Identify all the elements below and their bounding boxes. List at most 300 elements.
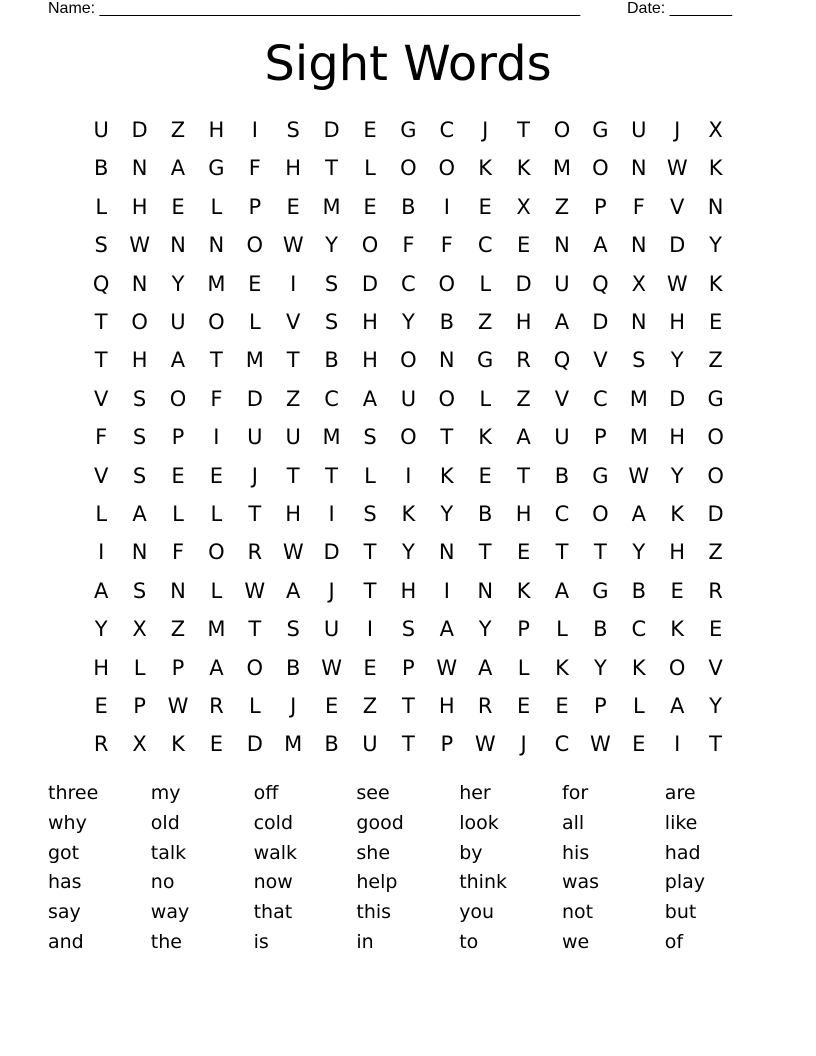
grid-letter[interactable]: J <box>251 463 258 488</box>
grid-letter[interactable]: A <box>170 156 186 181</box>
grid-letter[interactable]: V <box>708 655 723 680</box>
grid-letter[interactable]: K <box>478 425 493 450</box>
grid-letter[interactable]: T <box>209 348 223 373</box>
grid-letter[interactable]: X <box>132 617 147 642</box>
grid-letter[interactable]: O <box>668 655 686 680</box>
grid-letter[interactable]: N <box>131 156 148 181</box>
word-list-item: was <box>562 871 600 894</box>
grid-letter[interactable]: S <box>363 425 377 450</box>
grid-letter[interactable]: S <box>632 348 646 373</box>
grid-letter[interactable]: A <box>593 233 608 258</box>
date-field-label[interactable]: Date: _______ <box>627 0 732 17</box>
grid-letter[interactable]: B <box>554 463 570 488</box>
grid-letter[interactable]: H <box>131 348 148 373</box>
grid-letter[interactable]: A <box>209 655 224 680</box>
grid-letter[interactable]: E <box>478 463 492 488</box>
word-list-item: say <box>48 901 81 924</box>
grid-letter[interactable]: O <box>246 233 264 258</box>
grid-letter[interactable]: L <box>479 386 492 411</box>
grid-letter[interactable]: O <box>438 156 456 181</box>
grid-letter[interactable]: T <box>709 732 722 757</box>
grid-letter[interactable]: K <box>631 655 646 680</box>
grid-letter[interactable]: B <box>593 617 608 642</box>
grid-letter[interactable]: L <box>95 194 108 219</box>
grid-letter[interactable]: I <box>443 194 450 219</box>
grid-letter[interactable]: T <box>286 348 300 373</box>
grid-letter[interactable]: F <box>440 233 453 258</box>
name-field-label[interactable]: Name: ______________________________________________________ <box>48 0 581 17</box>
grid-letter[interactable]: E <box>363 118 377 142</box>
grid-letter[interactable]: F <box>632 194 645 219</box>
grid-letter[interactable]: W <box>590 732 611 757</box>
grid-letter[interactable]: P <box>402 655 415 680</box>
grid-letter[interactable]: Y <box>670 463 684 488</box>
grid-letter[interactable]: S <box>286 617 300 642</box>
grid-letter[interactable]: C <box>324 386 339 411</box>
grid-letter[interactable]: U <box>93 118 109 142</box>
grid-letter[interactable]: S <box>132 386 147 411</box>
grid-letter[interactable]: K <box>401 502 416 526</box>
grid-letter[interactable]: H <box>362 310 378 334</box>
grid-letter[interactable]: O <box>208 310 225 334</box>
grid-letter[interactable]: N <box>131 271 148 296</box>
grid-letter[interactable]: U <box>554 425 570 450</box>
grid-letter[interactable]: L <box>95 502 108 526</box>
grid-letter[interactable]: C <box>631 617 647 642</box>
grid-letter[interactable]: L <box>517 655 530 680</box>
grid-letter[interactable]: U <box>323 617 340 642</box>
grid-letter[interactable]: G <box>477 348 494 373</box>
grid-letter[interactable]: O <box>553 118 571 142</box>
grid-letter[interactable]: A <box>439 617 454 642</box>
grid-letter[interactable]: N <box>438 348 455 373</box>
grid-row <box>82 533 734 571</box>
grid-letter[interactable]: W <box>282 233 304 258</box>
grid-letter[interactable]: S <box>132 578 147 603</box>
grid-letter[interactable]: Y <box>670 348 684 373</box>
grid-letter[interactable]: T <box>478 540 492 565</box>
grid-letter[interactable]: J <box>290 694 297 718</box>
grid-letter[interactable]: F <box>95 425 108 450</box>
grid-letter[interactable]: Y <box>171 271 185 296</box>
grid-letter[interactable]: D <box>669 386 686 411</box>
grid-letter[interactable]: S <box>324 310 339 334</box>
grid-letter[interactable]: T <box>593 540 607 565</box>
grid-letter[interactable]: V <box>94 386 109 411</box>
grid-letter[interactable]: F <box>248 156 261 181</box>
grid-letter[interactable]: I <box>443 578 450 603</box>
grid-letter[interactable]: H <box>669 310 686 334</box>
grid-row <box>82 418 734 456</box>
grid-letter[interactable]: O <box>438 271 456 296</box>
grid-letter[interactable]: E <box>478 194 492 219</box>
grid-letter[interactable]: O <box>131 310 148 334</box>
grid-letter[interactable]: E <box>324 694 339 718</box>
grid-letter[interactable]: L <box>479 271 492 296</box>
grid-letter[interactable]: O <box>400 156 417 181</box>
grid-letter[interactable]: M <box>629 425 648 450</box>
grid-letter[interactable]: T <box>94 310 108 334</box>
grid-letter[interactable]: H <box>515 310 532 334</box>
grid-letter[interactable]: V <box>670 194 685 219</box>
grid-letter[interactable]: C <box>477 233 493 258</box>
grid-letter[interactable]: V <box>554 386 570 411</box>
grid-letter[interactable]: F <box>210 386 223 411</box>
grid-letter[interactable]: L <box>632 694 645 718</box>
grid-letter[interactable]: E <box>209 732 224 757</box>
grid-letter[interactable]: W <box>167 694 189 718</box>
grid-letter[interactable]: A <box>631 502 646 526</box>
grid-letter[interactable]: U <box>247 425 263 450</box>
grid-letter[interactable]: D <box>323 540 340 565</box>
grid-letter[interactable]: Z <box>170 118 186 142</box>
grid-letter[interactable]: T <box>94 348 108 373</box>
grid-letter[interactable]: H <box>131 194 148 219</box>
grid-letter[interactable]: E <box>248 271 262 296</box>
grid-letter[interactable]: E <box>516 233 531 258</box>
grid-letter[interactable]: M <box>207 617 226 642</box>
grid-letter[interactable]: D <box>515 271 532 296</box>
grid-letter[interactable]: B <box>324 732 339 757</box>
grid-letter[interactable]: A <box>286 578 301 603</box>
grid-letter[interactable]: A <box>170 348 186 373</box>
grid-letter[interactable]: G <box>707 386 724 411</box>
grid-letter[interactable]: X <box>631 271 646 296</box>
grid-letter[interactable]: A <box>554 310 570 334</box>
grid-letter[interactable]: I <box>674 732 681 757</box>
grid-letter[interactable]: E <box>209 463 224 488</box>
grid-letter[interactable]: H <box>285 156 302 181</box>
grid-letter[interactable]: O <box>707 463 724 488</box>
grid-letter[interactable]: U <box>631 118 647 142</box>
grid-letter[interactable]: H <box>285 502 302 526</box>
grid-letter[interactable]: J <box>328 578 335 603</box>
grid-letter[interactable]: O <box>169 386 187 411</box>
grid-letter[interactable]: L <box>210 194 223 219</box>
grid-letter[interactable]: D <box>246 386 263 411</box>
grid-letter[interactable]: S <box>401 617 416 642</box>
grid-letter[interactable]: K <box>555 655 569 680</box>
grid-letter[interactable]: V <box>286 310 301 334</box>
word-list-item: why <box>48 811 87 834</box>
grid-letter[interactable]: T <box>248 617 262 642</box>
grid-letter[interactable]: H <box>669 540 686 565</box>
grid-letter[interactable]: T <box>401 732 415 757</box>
grid-letter[interactable]: K <box>670 617 685 642</box>
grid-letter[interactable]: Y <box>478 617 492 642</box>
grid-letter[interactable]: S <box>132 425 147 450</box>
grid-letter[interactable]: Y <box>709 233 722 258</box>
grid-letter[interactable]: K <box>670 502 685 526</box>
grid-letter[interactable]: S <box>286 118 300 142</box>
grid-letter[interactable]: R <box>209 694 224 718</box>
grid-letter[interactable]: M <box>629 386 648 411</box>
grid-letter[interactable]: I <box>328 502 335 526</box>
grid-letter[interactable]: T <box>555 540 569 565</box>
grid-letter[interactable]: M <box>552 156 572 181</box>
grid-letter[interactable]: Q <box>553 348 571 373</box>
page-title: Sight Words <box>264 36 552 92</box>
grid-letter[interactable]: Z <box>708 540 723 565</box>
grid-letter[interactable]: L <box>556 617 568 642</box>
grid-letter[interactable]: G <box>592 118 609 142</box>
grid-letter[interactable]: B <box>401 194 416 219</box>
grid-letter[interactable]: E <box>94 694 108 718</box>
grid-letter[interactable]: F <box>402 233 415 258</box>
grid-letter[interactable]: T <box>286 463 300 488</box>
grid-letter[interactable]: L <box>364 156 376 181</box>
grid-letter[interactable]: N <box>707 194 724 219</box>
grid-letter[interactable]: E <box>632 732 646 757</box>
grid-letter[interactable]: M <box>322 425 341 450</box>
grid-letter[interactable]: B <box>477 502 493 526</box>
grid-letter[interactable]: W <box>666 271 688 296</box>
grid-letter[interactable]: X <box>132 732 147 757</box>
grid-letter[interactable]: N <box>477 578 494 603</box>
grid-letter[interactable]: Y <box>401 540 415 565</box>
grid-letter[interactable]: A <box>132 502 147 526</box>
grid-letter[interactable]: H <box>515 502 532 526</box>
grid-letter[interactable]: E <box>171 194 185 219</box>
grid-letter[interactable]: Z <box>554 194 570 219</box>
grid-letter[interactable]: T <box>325 156 338 181</box>
grid-letter[interactable]: L <box>210 578 223 603</box>
grid-letter[interactable]: Z <box>170 617 186 642</box>
grid-letter[interactable]: T <box>517 118 530 142</box>
grid-letter[interactable]: H <box>362 348 378 373</box>
grid-letter[interactable]: E <box>708 617 723 642</box>
grid-letter[interactable]: E <box>363 655 377 680</box>
grid-letter[interactable]: A <box>94 578 109 603</box>
grid-letter[interactable]: R <box>477 694 493 718</box>
grid-letter[interactable]: C <box>401 271 416 296</box>
grid-letter[interactable]: T <box>401 694 415 718</box>
grid-letter[interactable]: I <box>213 425 220 450</box>
grid-letter[interactable]: R <box>516 348 531 373</box>
grid-letter[interactable]: J <box>520 732 527 757</box>
grid-letter[interactable]: I <box>290 271 297 296</box>
grid-letter[interactable]: O <box>400 348 417 373</box>
word-list-item: look <box>459 811 499 834</box>
grid-letter[interactable]: L <box>133 655 146 680</box>
grid-letter[interactable]: P <box>440 732 454 757</box>
grid-letter[interactable]: M <box>322 194 341 219</box>
grid-letter[interactable]: R <box>247 540 263 565</box>
grid-letter[interactable]: X <box>516 194 531 219</box>
grid-letter[interactable]: W <box>282 540 304 565</box>
grid-letter[interactable]: H <box>669 425 686 450</box>
grid-letter[interactable]: N <box>170 578 186 603</box>
grid-letter[interactable]: P <box>248 194 262 219</box>
grid-letter[interactable]: C <box>554 732 570 757</box>
grid-letter[interactable]: L <box>172 502 184 526</box>
word-list-item: now <box>253 871 293 894</box>
grid-letter[interactable]: O <box>361 233 379 258</box>
grid-letter[interactable]: D <box>592 310 609 334</box>
grid-letter[interactable]: D <box>131 118 148 142</box>
grid-letter[interactable]: B <box>631 578 646 603</box>
grid-letter[interactable]: T <box>363 540 377 565</box>
grid-letter[interactable]: P <box>517 617 530 642</box>
grid-letter[interactable]: S <box>94 233 108 258</box>
grid-letter[interactable]: B <box>285 655 301 680</box>
grid-letter[interactable]: D <box>707 502 724 526</box>
grid-letter[interactable]: T <box>363 578 377 603</box>
grid-letter[interactable]: O <box>246 655 264 680</box>
grid-letter[interactable]: C <box>554 502 570 526</box>
grid-letter[interactable]: Y <box>401 310 415 334</box>
grid-letter[interactable]: E <box>555 694 569 718</box>
grid-letter[interactable]: I <box>366 617 374 642</box>
grid-letter[interactable]: W <box>436 655 458 680</box>
grid-letter[interactable]: L <box>364 463 376 488</box>
grid-letter[interactable]: E <box>171 463 185 488</box>
grid-letter[interactable]: B <box>439 310 454 334</box>
grid-letter[interactable]: G <box>400 118 417 142</box>
grid-letter[interactable]: Y <box>593 655 607 680</box>
grid-letter[interactable]: W <box>244 578 266 603</box>
grid-letter[interactable]: N <box>208 233 225 258</box>
grid-letter[interactable]: N <box>630 233 647 258</box>
grid-letter[interactable]: F <box>171 540 185 565</box>
grid-letter[interactable]: L <box>210 502 223 526</box>
grid-letter[interactable]: K <box>516 578 531 603</box>
grid-letter[interactable]: A <box>362 386 378 411</box>
grid-letter[interactable]: W <box>129 233 150 258</box>
grid-letter[interactable]: M <box>284 732 303 757</box>
grid-letter[interactable]: E <box>363 194 377 219</box>
grid-letter[interactable]: G <box>592 463 609 488</box>
grid-letter[interactable]: N <box>131 540 148 565</box>
grid-letter[interactable]: G <box>208 156 225 181</box>
grid-letter[interactable]: O <box>592 156 609 181</box>
grid-letter[interactable]: T <box>325 463 338 488</box>
grid-letter[interactable]: A <box>516 425 531 450</box>
grid-letter[interactable]: P <box>594 694 607 718</box>
grid-letter[interactable]: W <box>666 156 688 181</box>
grid-letter[interactable]: Y <box>325 233 338 258</box>
grid-letter[interactable]: Y <box>632 540 646 565</box>
grid-letter[interactable]: L <box>248 694 261 718</box>
grid-letter[interactable]: Y <box>709 694 722 718</box>
grid-letter[interactable]: O <box>592 502 609 526</box>
grid-letter[interactable]: A <box>478 655 493 680</box>
grid-letter[interactable]: P <box>171 425 185 450</box>
grid-letter[interactable]: U <box>285 425 301 450</box>
grid-letter[interactable]: O <box>438 386 456 411</box>
word-list-item: three <box>48 782 99 804</box>
grid-letter[interactable]: D <box>323 118 340 142</box>
grid-letter[interactable]: O <box>400 425 417 450</box>
grid-letter[interactable]: E <box>516 694 531 718</box>
grid-letter[interactable]: N <box>438 540 455 565</box>
grid-letter[interactable]: S <box>132 463 147 488</box>
grid-letter[interactable]: Q <box>592 271 609 296</box>
grid-letter[interactable]: Z <box>362 694 378 718</box>
grid-letter[interactable]: U <box>400 386 417 411</box>
grid-letter[interactable]: W <box>321 655 342 680</box>
grid-letter[interactable]: P <box>171 655 185 680</box>
grid-letter[interactable]: H <box>93 655 110 680</box>
grid-letter[interactable]: E <box>516 540 531 565</box>
grid-letter[interactable]: A <box>554 578 570 603</box>
grid-letter[interactable]: Z <box>478 310 493 334</box>
grid-letter[interactable]: R <box>93 732 109 757</box>
grid-letter[interactable]: N <box>630 156 647 181</box>
grid-letter[interactable]: M <box>207 271 226 296</box>
grid-letter[interactable]: P <box>594 194 607 219</box>
grid-letter[interactable]: J <box>674 118 681 142</box>
grid-letter[interactable]: H <box>208 118 225 142</box>
grid-letter[interactable]: A <box>670 694 685 718</box>
grid-letter[interactable]: Q <box>92 271 110 296</box>
grid-letter[interactable]: D <box>361 271 379 296</box>
grid-letter[interactable]: P <box>133 694 146 718</box>
grid-letter[interactable]: K <box>439 463 454 488</box>
grid-letter[interactable]: M <box>245 348 264 373</box>
grid-letter[interactable]: X <box>708 118 723 142</box>
grid-letter[interactable]: O <box>707 425 724 450</box>
grid-letter[interactable]: N <box>630 310 647 334</box>
grid-letter[interactable]: T <box>440 425 454 450</box>
grid-letter[interactable]: E <box>286 194 300 219</box>
grid-letter[interactable]: L <box>248 310 261 334</box>
grid-letter[interactable]: U <box>554 271 570 296</box>
grid-letter[interactable]: Z <box>516 386 531 411</box>
grid-letter[interactable]: T <box>248 502 262 526</box>
grid-letter[interactable]: K <box>171 732 185 757</box>
grid-letter[interactable]: S <box>363 502 377 526</box>
grid-letter[interactable]: D <box>246 732 263 757</box>
grid-letter[interactable]: C <box>439 118 455 142</box>
grid-letter[interactable]: I <box>405 463 412 488</box>
grid-letter[interactable]: K <box>708 156 723 181</box>
grid-letter[interactable]: E <box>670 578 684 603</box>
grid-letter[interactable]: Z <box>286 386 301 411</box>
grid-letter[interactable]: R <box>708 578 723 603</box>
grid-letter[interactable]: K <box>708 271 723 296</box>
grid-letter[interactable]: N <box>554 233 570 258</box>
grid-letter[interactable]: S <box>324 271 339 296</box>
grid-letter[interactable]: B <box>93 156 109 181</box>
grid-letter[interactable]: I <box>251 118 258 142</box>
grid-letter[interactable]: U <box>362 732 378 757</box>
grid-letter[interactable]: Y <box>440 502 454 526</box>
grid-letter[interactable]: O <box>208 540 225 565</box>
grid-letter[interactable]: V <box>94 463 109 488</box>
grid-letter[interactable]: U <box>170 310 186 334</box>
grid-letter[interactable]: N <box>170 233 186 258</box>
grid-letter[interactable]: W <box>628 463 650 488</box>
grid-letter[interactable]: D <box>669 233 686 258</box>
grid-letter[interactable]: H <box>438 694 455 718</box>
grid-letter[interactable]: K <box>478 156 493 181</box>
grid-letter[interactable]: H <box>400 578 417 603</box>
grid-letter[interactable]: T <box>517 463 530 488</box>
grid-letter[interactable]: E <box>708 310 723 334</box>
grid-letter[interactable]: W <box>474 732 496 757</box>
grid-letter[interactable]: J <box>482 118 489 142</box>
grid-letter[interactable]: C <box>593 386 608 411</box>
grid-letter[interactable]: P <box>594 425 607 450</box>
grid-letter[interactable]: G <box>592 578 609 603</box>
grid-letter[interactable]: I <box>98 540 105 565</box>
grid-letter[interactable]: V <box>593 348 608 373</box>
grid-letter[interactable]: Z <box>708 348 723 373</box>
grid-letter[interactable]: K <box>516 156 531 181</box>
grid-letter[interactable]: Y <box>94 617 108 642</box>
grid-letter[interactable]: B <box>324 348 339 373</box>
